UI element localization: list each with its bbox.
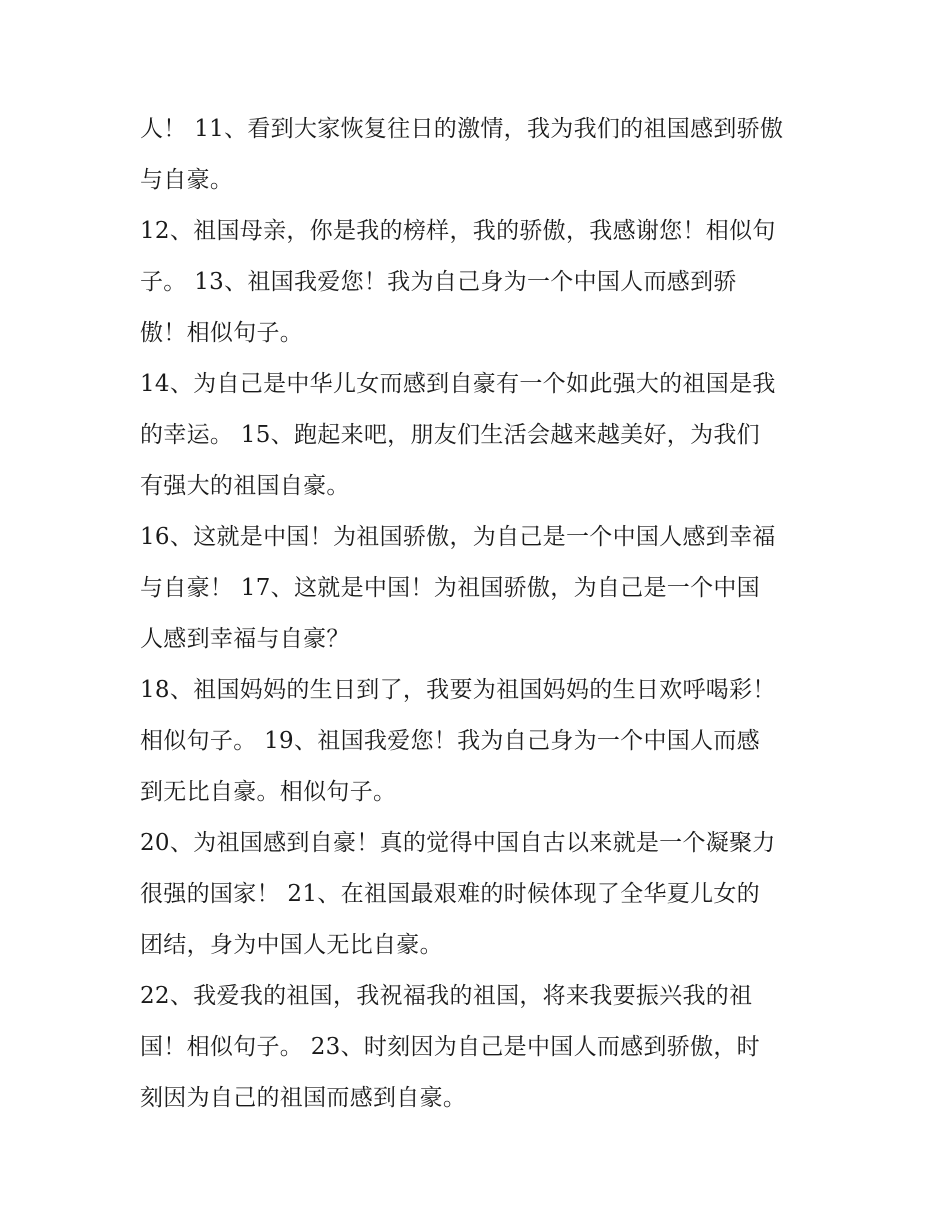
text-line: 子。 13、祖国我爱您！我为自己身为一个中国人而感到骄 xyxy=(140,269,737,295)
text-line: 18、祖国妈妈的生日到了，我要为祖国妈妈的生日欢呼喝彩！ xyxy=(140,677,776,703)
text-line: 人感到幸福与自豪？ xyxy=(140,626,350,652)
paragraph-14-15 xyxy=(140,359,820,512)
text-line: 与自豪！ 17、这就是中国！为祖国骄傲，为自己是一个中国 xyxy=(140,575,760,601)
text-line: 与自豪。 xyxy=(140,167,234,193)
paragraph-12-13 xyxy=(140,206,820,359)
text-line: 12、祖国母亲，你是我的榜样，我的骄傲，我感谢您！相似句 xyxy=(140,218,776,244)
text-line: 团结，身为中国人无比自豪。 xyxy=(140,932,443,958)
text-line: 20、为祖国感到自豪！真的觉得中国自古以来就是一个凝聚力 xyxy=(140,830,776,856)
text-line: 刻因为自己的祖国而感到自豪。 xyxy=(140,1085,467,1111)
text-line: 22、我爱我的祖国，我祝福我的祖国，将来我要振兴我的祖 xyxy=(140,983,753,1009)
text-line: 16、这就是中国！为祖国骄傲，为自己是一个中国人感到幸福 xyxy=(140,524,776,550)
paragraph-22-23 xyxy=(140,971,820,1124)
text-line: 相似句子。 19、祖国我爱您！我为自己身为一个中国人而感 xyxy=(140,728,760,754)
paragraph-18-19 xyxy=(140,665,820,818)
paragraph-1 xyxy=(140,104,820,206)
text-line: 的幸运。 15、跑起来吧，朋友们生活会越来越美好，为我们 xyxy=(140,422,760,448)
text-line: 国！相似句子。 23、时刻因为自己是中国人而感到骄傲，时 xyxy=(140,1034,760,1060)
text-line: 很强的国家！ 21、在祖国最艰难的时候体现了全华夏儿女的 xyxy=(140,881,760,907)
text-line: 到无比自豪。相似句子。 xyxy=(140,779,397,805)
text-line: 人！ 11、看到大家恢复往日的激情，我为我们的祖国感到骄傲 xyxy=(140,116,784,142)
paragraph-16-17 xyxy=(140,512,820,665)
text-line: 14、为自己是中华儿女而感到自豪有一个如此强大的祖国是我 xyxy=(140,371,776,397)
paragraph-20-21 xyxy=(140,818,820,971)
text-line: 有强大的祖国自豪。 xyxy=(140,473,350,499)
text-line: 傲！相似句子。 xyxy=(140,320,304,346)
document-body xyxy=(140,104,820,1124)
